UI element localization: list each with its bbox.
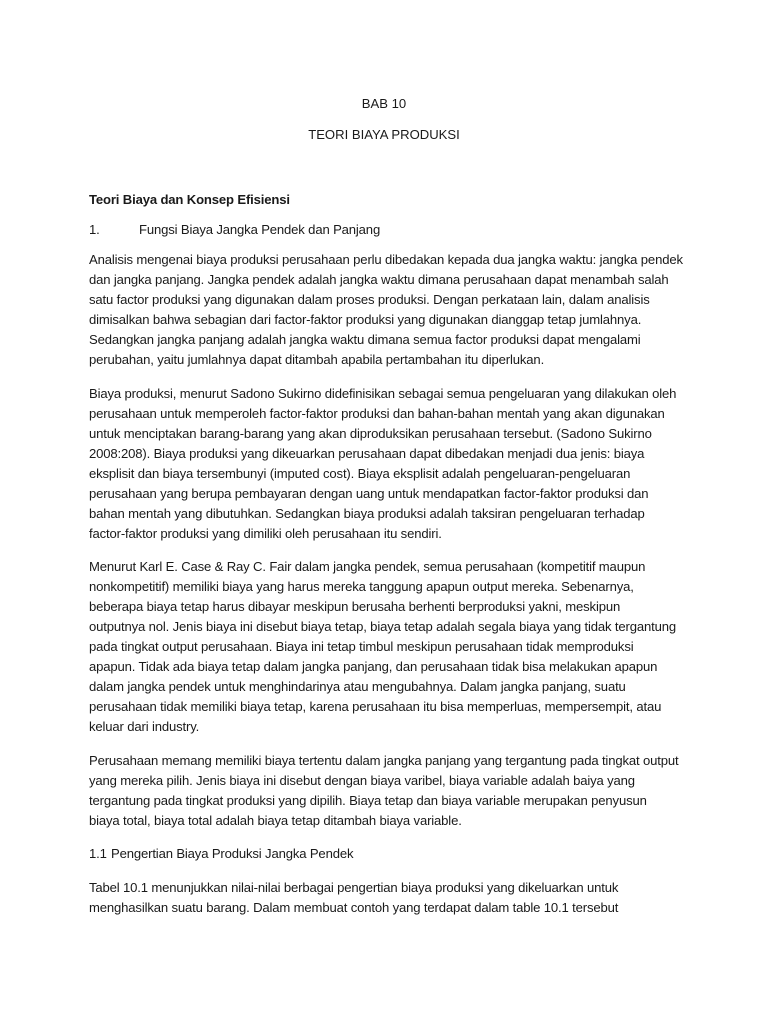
- paragraph-3-line: Menurut Karl E. Case & Ray C. Fair dalam jangka pendek, semua perusahaan (kompetitif maupun: [89, 559, 646, 574]
- paragraph-2-line: Biaya produksi, menurut Sadono Sukirno didefinisikan sebagai semua pengeluaran yang dilakukan oleh: [89, 386, 677, 401]
- section-heading: Teori Biaya dan Konsep Efisiensi: [89, 192, 290, 207]
- paragraph-2-line: perusahaan yang berupa pembayaran dengan uang untuk mendapatkan factor-faktor produksi dan: [89, 486, 649, 501]
- paragraph-1-line: dimisalkan bahwa sebagian dari factor-faktor produksi yang digunakan dianggap tetap jumlahnya.: [89, 312, 642, 327]
- paragraph-4-line: biaya total, biaya total adalah biaya tetap ditambah biaya variable.: [89, 813, 462, 828]
- subsection-number: 1.1: [89, 846, 107, 861]
- subsection-number: 1.: [89, 222, 100, 237]
- paragraph-3-line: keluar dari industry.: [89, 719, 200, 734]
- chapter-title: TEORI BIAYA PRODUKSI: [308, 127, 460, 142]
- paragraph-1-line: perubahan, yaitu jumlahnya dapat ditambah apabila pertambahan itu diperlukan.: [89, 352, 545, 367]
- paragraph-3-line: pada tingkat output perusahaan. Biaya ini tetap timbul meskipun perusahaan tidak memproduksi: [89, 639, 634, 654]
- subsection-text: Fungsi Biaya Jangka Pendek dan Panjang: [139, 222, 381, 237]
- paragraph-4-line: tergantung pada tingkat produksi yang dipilih. Biaya tetap dan biaya variable merupakan penyusun: [89, 793, 647, 808]
- paragraph-2-line: bahan mentah yang dibutuhkan. Sedangkan biaya produksi adalah taksiran pengeluaran terhadap: [89, 506, 645, 521]
- paragraph-5-line: menghasilkan suatu barang. Dalam membuat contoh yang terdapat dalam table 10.1 tersebut: [89, 900, 619, 915]
- paragraph-2-line: untuk menciptakan barang-barang yang akan diproduksikan perusahaan tersebut. (Sadono Sukirno: [89, 426, 652, 441]
- paragraph-3-line: apapun. Tidak ada biaya tetap dalam jangka panjang, dan perusahaan tidak bisa melakukan apapun: [89, 659, 658, 674]
- paragraph-3-line: nonkompetitif) memiliki biaya yang harus mereka tanggung apapun output mereka. Sebenarnya,: [89, 579, 634, 594]
- paragraph-5-line: Tabel 10.1 menunjukkan nilai-nilai berbagai pengertian biaya produksi yang dikeluarkan untuk: [89, 880, 619, 895]
- subsection-heading-1-1: [89, 844, 353, 863]
- paragraph-1-line: Sedangkan jangka panjang adalah jangka waktu dimana semua factor produksi dapat mengalami: [89, 332, 641, 347]
- subsection-text: Pengertian Biaya Produksi Jangka Pendek: [111, 846, 354, 861]
- paragraph-2-line: factor-faktor produksi yang dimiliki oleh perusahaan itu sendiri.: [89, 526, 442, 541]
- paragraph-1-line: dan jangka panjang. Jangka pendek adalah jangka waktu dimana perusahaan dapat menambah salah: [89, 272, 669, 287]
- paragraph-2-line: perusahaan untuk memperoleh factor-faktor produksi dan bahan-bahan mentah yang akan digunakan: [89, 406, 665, 421]
- paragraph-1-line: satu factor produksi yang digunakan dalam proses produksi. Dengan perkataan lain, dalam analisis: [89, 292, 650, 307]
- paragraph-1-line: Analisis mengenai biaya produksi perusahaan perlu dibedakan kepada dua jangka waktu: jangka pendek: [89, 252, 683, 267]
- chapter-label: BAB 10: [361, 96, 407, 111]
- paragraph-3-line: dalam jangka pendek untuk menghindarinya atau mengubahnya. Dalam jangka panjang, suatu: [89, 679, 626, 694]
- paragraph-3-line: perusahaan tidak memiliki biaya tetap, karena perusahaan itu bisa memperluas, mempersempit, atau: [89, 699, 662, 714]
- paragraph-2-line: eksplisit dan biaya tersembunyi (imputed cost). Biaya eksplisit adalah pengeluaran-pengeluaran: [89, 466, 631, 481]
- paragraph-3-line: beberapa biaya tetap harus dibayar meskipun berusaha berhenti berproduksi yakni, meskipun: [89, 599, 621, 614]
- paragraph-4-line: yang mereka pilih. Jenis biaya ini disebut dengan biaya varibel, biaya variable adalah baiya yang: [89, 773, 635, 788]
- paragraph-2-line: 2008:208). Biaya produksi yang dikeuarkan perusahaan dapat dibedakan menjadi dua jenis: biaya: [89, 446, 645, 461]
- paragraph-4-line: Perusahaan memang memiliki biaya tertentu dalam jangka panjang yang tergantung pada tingkat output: [89, 753, 679, 768]
- paragraph-3-line: outputnya nol. Jenis biaya ini disebut biaya tetap, biaya tetap adalah segala biaya yang tidak tergantung: [89, 619, 676, 634]
- subsection-heading-1: [89, 220, 380, 239]
